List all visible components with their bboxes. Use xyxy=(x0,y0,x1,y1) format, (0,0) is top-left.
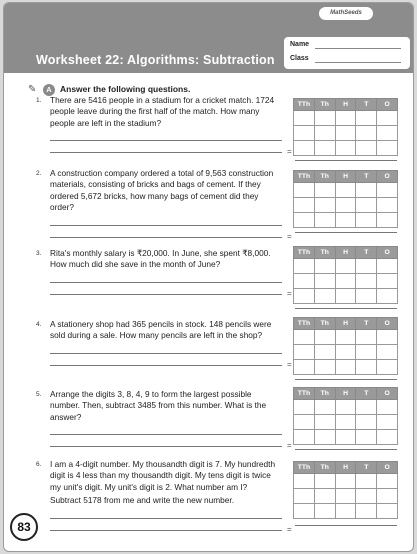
question-number: 5. xyxy=(36,391,42,398)
col-t: T xyxy=(356,318,377,330)
pv-cell[interactable] xyxy=(356,489,377,504)
pv-cell[interactable] xyxy=(377,345,398,360)
col-h: H xyxy=(335,318,356,330)
question-4 xyxy=(36,319,282,366)
col-h: H xyxy=(335,388,356,400)
pv-cell[interactable] xyxy=(335,360,356,375)
worksheet-page xyxy=(3,2,414,552)
pv-cell[interactable] xyxy=(356,289,377,304)
pv-cell[interactable] xyxy=(294,415,315,430)
pv-cell[interactable] xyxy=(314,259,335,274)
col-o: O xyxy=(377,247,398,259)
pv-cell[interactable] xyxy=(377,504,398,519)
pv-cell[interactable] xyxy=(356,504,377,519)
pv-cell[interactable] xyxy=(294,198,315,213)
pv-cell[interactable] xyxy=(377,213,398,228)
col-o: O xyxy=(377,171,398,183)
pv-cell[interactable] xyxy=(335,400,356,415)
pv-cell[interactable] xyxy=(314,289,335,304)
col-t: T xyxy=(356,99,377,111)
pv-cell[interactable] xyxy=(335,141,356,156)
pv-cell[interactable] xyxy=(314,415,335,430)
pv-cell[interactable] xyxy=(377,126,398,141)
pv-cell[interactable] xyxy=(294,213,315,228)
pv-cell[interactable] xyxy=(294,183,315,198)
pv-cell[interactable] xyxy=(377,141,398,156)
page-number: 83 xyxy=(10,513,38,541)
col-h: H xyxy=(335,247,356,259)
pv-cell[interactable] xyxy=(377,183,398,198)
question-1 xyxy=(36,95,282,153)
class-label: Class xyxy=(290,55,309,62)
pv-cell[interactable] xyxy=(314,489,335,504)
col-o: O xyxy=(377,388,398,400)
pv-cell[interactable] xyxy=(294,259,315,274)
question-text: Arrange the digits 3, 8, 4, 9 to form the largest possible number. Then, subtract 3485 from this number. What is the answer? xyxy=(50,389,267,422)
pv-cell[interactable] xyxy=(294,126,315,141)
pv-cell[interactable] xyxy=(314,126,335,141)
pv-cell[interactable] xyxy=(335,198,356,213)
pv-cell[interactable] xyxy=(335,330,356,345)
pv-cell[interactable] xyxy=(356,183,377,198)
pv-cell[interactable] xyxy=(294,430,315,445)
answer-line[interactable] xyxy=(50,354,282,366)
pv-cell[interactable] xyxy=(356,415,377,430)
pv-cell[interactable] xyxy=(356,474,377,489)
pv-cell[interactable] xyxy=(314,111,335,126)
question-text: A construction company ordered a total of 9,563 construction materials, consisting of bricks and bags of cement. If they ordered 5,672 bricks, how many bags of cement did they order? xyxy=(50,168,274,213)
answer-line[interactable] xyxy=(50,342,282,354)
col-tth: TTh xyxy=(294,318,315,330)
pv-cell[interactable] xyxy=(377,474,398,489)
place-value-table xyxy=(293,246,398,304)
pv-cell[interactable] xyxy=(356,213,377,228)
question-3 xyxy=(36,248,282,295)
question-2 xyxy=(36,168,282,238)
col-tth: TTh xyxy=(294,99,315,111)
col-th: Th xyxy=(314,247,335,259)
pv-cell[interactable] xyxy=(314,141,335,156)
pv-cell[interactable] xyxy=(377,289,398,304)
pv-cell[interactable] xyxy=(377,274,398,289)
pv-cell[interactable] xyxy=(314,504,335,519)
pv-cell[interactable] xyxy=(356,400,377,415)
answer-line[interactable] xyxy=(50,129,282,141)
pv-cell[interactable] xyxy=(377,400,398,415)
pv-cell[interactable] xyxy=(294,474,315,489)
pv-cell[interactable] xyxy=(294,289,315,304)
question-number: 6. xyxy=(36,461,42,468)
col-th: Th xyxy=(314,318,335,330)
question-text: A stationery shop had 365 pencils in stock. 148 pencils were sold during a sale. How many pencils are left in the shop? xyxy=(50,319,272,341)
book-icon: ✎ xyxy=(28,84,37,95)
pv-cell[interactable] xyxy=(314,430,335,445)
pv-cell[interactable] xyxy=(377,111,398,126)
name-field[interactable] xyxy=(315,48,401,49)
pv-cell[interactable] xyxy=(294,111,315,126)
pv-cell[interactable] xyxy=(356,198,377,213)
class-row xyxy=(290,55,309,62)
pv-cell[interactable] xyxy=(377,259,398,274)
result-line[interactable] xyxy=(295,160,397,161)
place-value-table xyxy=(293,461,398,519)
pv-cell[interactable] xyxy=(314,213,335,228)
pv-cell[interactable] xyxy=(356,330,377,345)
question-text: Rita's monthly salary is ₹20,000. In June, she spent ₹8,000. How much did she save in the month of June? xyxy=(50,248,271,270)
pv-cell[interactable] xyxy=(335,126,356,141)
result-line[interactable] xyxy=(295,308,397,309)
pv-cell[interactable] xyxy=(377,430,398,445)
pv-cell[interactable] xyxy=(335,430,356,445)
result-line[interactable] xyxy=(295,525,397,526)
pv-cell[interactable] xyxy=(356,360,377,375)
pv-cell[interactable] xyxy=(335,183,356,198)
pv-cell[interactable] xyxy=(314,274,335,289)
answer-line[interactable] xyxy=(50,283,282,295)
place-value-table xyxy=(293,387,398,445)
name-class-box xyxy=(284,37,410,69)
worksheet-header xyxy=(4,3,414,73)
place-value-table xyxy=(293,98,398,156)
pv-cell[interactable] xyxy=(335,213,356,228)
pv-cell[interactable] xyxy=(356,259,377,274)
answer-line[interactable] xyxy=(50,507,282,519)
pv-cell[interactable] xyxy=(356,430,377,445)
col-tth: TTh xyxy=(294,247,315,259)
pv-cell[interactable] xyxy=(335,345,356,360)
pv-cell[interactable] xyxy=(314,345,335,360)
col-o: O xyxy=(377,462,398,474)
place-value-table xyxy=(293,170,398,228)
col-th: Th xyxy=(314,462,335,474)
col-o: O xyxy=(377,99,398,111)
col-th: Th xyxy=(314,99,335,111)
col-t: T xyxy=(356,462,377,474)
pv-cell[interactable] xyxy=(294,360,315,375)
pv-cell[interactable] xyxy=(356,345,377,360)
col-t: T xyxy=(356,247,377,259)
question-number: 1. xyxy=(36,97,42,104)
pv-cell[interactable] xyxy=(335,474,356,489)
question-subtext: Subtract 5178 from me and write the new number. xyxy=(50,495,235,506)
pv-cell[interactable] xyxy=(314,360,335,375)
pv-cell[interactable] xyxy=(314,400,335,415)
pv-cell[interactable] xyxy=(356,111,377,126)
pv-cell[interactable] xyxy=(335,504,356,519)
pv-cell[interactable] xyxy=(294,345,315,360)
pv-cell[interactable] xyxy=(377,489,398,504)
answer-line[interactable] xyxy=(50,519,282,531)
pv-cell[interactable] xyxy=(294,330,315,345)
result-line[interactable] xyxy=(295,379,397,380)
pv-cell[interactable] xyxy=(377,198,398,213)
pv-cell[interactable] xyxy=(356,274,377,289)
pv-cell[interactable] xyxy=(335,289,356,304)
question-text: I am a 4-digit number. My thousandth digit is 7. My hundredth digit is 4 less than my thousandth digit. My tens digit is twice my unit's digit. My unit's digit is 2. What number am I? xyxy=(50,459,276,492)
answer-line[interactable] xyxy=(50,423,282,435)
pv-cell[interactable] xyxy=(294,141,315,156)
result-line[interactable] xyxy=(295,232,397,233)
col-th: Th xyxy=(314,171,335,183)
answer-line[interactable] xyxy=(50,435,282,447)
question-number: 2. xyxy=(36,170,42,177)
col-th: Th xyxy=(314,388,335,400)
pv-cell[interactable] xyxy=(294,274,315,289)
answer-line[interactable] xyxy=(50,271,282,283)
question-6 xyxy=(36,459,282,531)
question-text: There are 5416 people in a stadium for a cricket match. 1724 people leave during the first half of the match. How many people are left in the stadium? xyxy=(50,95,275,128)
pv-cell[interactable] xyxy=(294,400,315,415)
question-5 xyxy=(36,389,282,447)
question-number: 3. xyxy=(36,250,42,257)
name-label: Name xyxy=(290,41,310,48)
pv-cell[interactable] xyxy=(294,489,315,504)
pv-cell[interactable] xyxy=(335,111,356,126)
pv-cell[interactable] xyxy=(314,474,335,489)
col-tth: TTh xyxy=(294,388,315,400)
place-value-table xyxy=(293,317,398,375)
col-h: H xyxy=(335,462,356,474)
pv-cell[interactable] xyxy=(314,198,335,213)
pv-cell[interactable] xyxy=(335,274,356,289)
worksheet-title: Worksheet 22: Algorithms: Subtraction xyxy=(36,53,275,67)
col-o: O xyxy=(377,318,398,330)
pv-cell[interactable] xyxy=(377,415,398,430)
pv-cell[interactable] xyxy=(356,126,377,141)
col-tth: TTh xyxy=(294,462,315,474)
class-field[interactable] xyxy=(315,62,401,63)
section-badge: A xyxy=(43,84,55,96)
col-t: T xyxy=(356,388,377,400)
answer-line[interactable] xyxy=(50,214,282,226)
answer-line[interactable] xyxy=(50,141,282,153)
pv-cell[interactable] xyxy=(335,489,356,504)
name-row xyxy=(290,41,309,48)
brand-logo: MathSeeds xyxy=(319,7,373,20)
result-line[interactable] xyxy=(295,449,397,450)
pv-cell[interactable] xyxy=(294,504,315,519)
col-tth: TTh xyxy=(294,171,315,183)
pv-cell[interactable] xyxy=(335,415,356,430)
pv-cell[interactable] xyxy=(335,259,356,274)
col-t: T xyxy=(356,171,377,183)
section-instruction: Answer the following questions. xyxy=(60,84,191,94)
pv-cell[interactable] xyxy=(377,360,398,375)
pv-cell[interactable] xyxy=(377,330,398,345)
col-h: H xyxy=(335,99,356,111)
answer-line[interactable] xyxy=(50,226,282,238)
question-number: 4. xyxy=(36,321,42,328)
pv-cell[interactable] xyxy=(314,330,335,345)
col-h: H xyxy=(335,171,356,183)
pv-cell[interactable] xyxy=(314,183,335,198)
pv-cell[interactable] xyxy=(356,141,377,156)
